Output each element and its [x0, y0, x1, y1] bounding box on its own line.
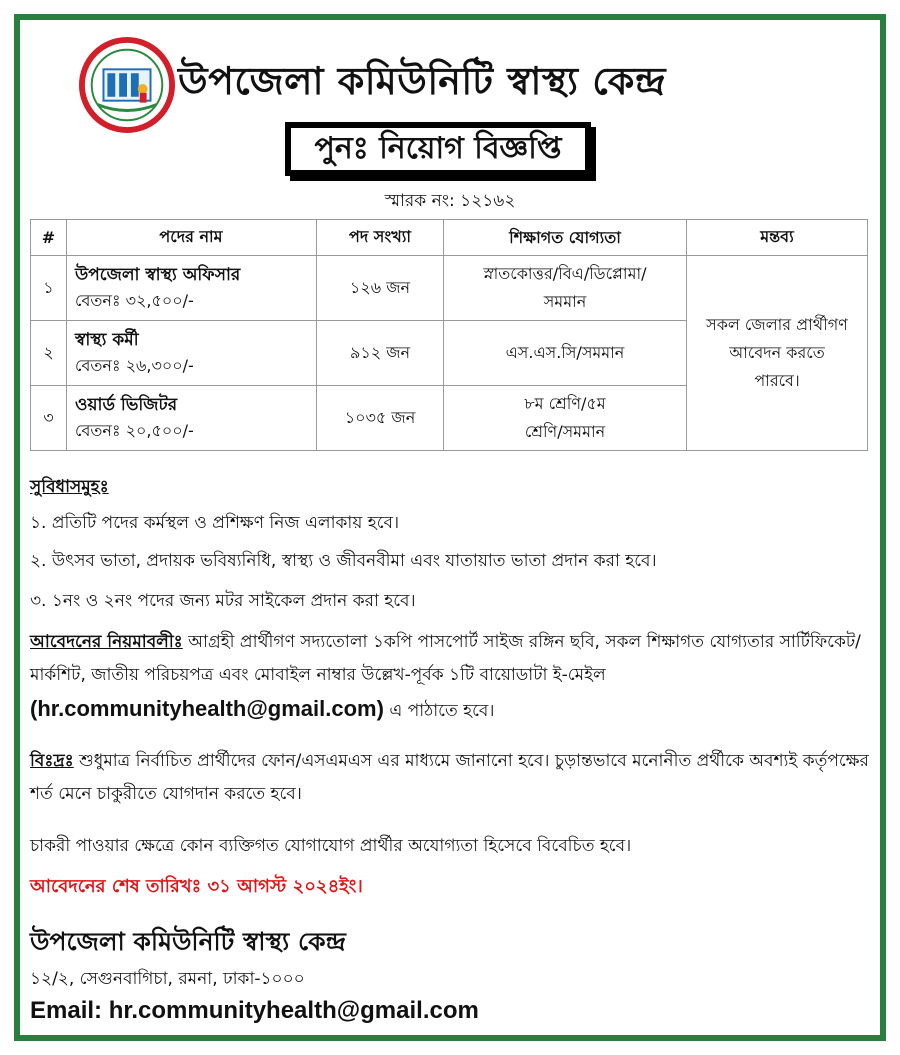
col-header-num: #: [31, 220, 67, 256]
row-qualification: [444, 321, 687, 386]
qual-line: এস.এস.সি/সমমান: [505, 343, 625, 362]
benefit-item: ৩. ১নং ও ২নং পদের জন্য মটর সাইকেল প্রদান করা হবে।: [30, 591, 416, 611]
row-num: ২: [31, 321, 67, 386]
post-name: ওয়ার্ড ভিজিটর: [75, 395, 178, 415]
benefits-heading: সুবিধাসমুহঃ: [30, 477, 109, 497]
rules-email: (hr.communityhealth@gmail.com): [30, 696, 384, 721]
deadline-text: আবেদনের শেষ তারিখঃ ৩১ আগস্ট ২০২৪ইং।: [30, 876, 363, 897]
post-salary: বেতনঃ ২৬,৩০০/-: [75, 356, 194, 375]
clinic-logo: [78, 36, 176, 134]
col-header-remarks: মন্তব্য: [687, 220, 868, 256]
row-count: ১২৬ জন: [317, 256, 444, 321]
note-text: শুধুমাত্র নির্বাচিত প্রার্থীদের ফোন/এসএমএস এর মাধ্যমে জানানো হবে। চুড়ান্তভাবে মনোনীত প্রর্থীকে অবশ্যই কর্তৃপক্ষের শর্ত মেনে চাকুরীতে যোগদান করতে হবে।: [30, 751, 869, 804]
qual-line: স্নাতকোত্তর/বিএ/ডিপ্লোমা/: [483, 264, 647, 283]
benefit-item: ১. প্রতিটি পদের কর্মস্থল ও প্রশিক্ষণ নিজ এলাকায় হবে।: [30, 513, 400, 533]
row-count: ১০৩৫ জন: [317, 386, 444, 451]
notice-title: পুনঃ নিয়োগ বিজ্ঞপ্তি: [291, 128, 585, 170]
qual-line: ৮ম শ্রেণি/৫ম: [524, 394, 606, 413]
warning-text: চাকরী পাওয়ার ক্ষেত্রে কোন ব্যক্তিগত যোগাযোগ প্রার্থীর অযোগ্যতা হিসেবে বিবেচিত হবে।: [30, 836, 632, 856]
rules-label: আবেদনের নিয়মাবলীঃ: [30, 632, 183, 652]
post-name: স্বাস্থ্য কর্মী: [75, 330, 139, 350]
remarks-line: আবেদন করতে: [729, 343, 825, 362]
rules-text: আগ্রহী প্রার্থীগণ সদ্যতোলা ১কপি পাসপোর্ট সাইজ রঙ্গিন ছবি, সকল শিক্ষাগত যোগ্যতার সার্টিফিকেট/মার্কশিট, জাতীয় পরিচয়পত্র এবং মোবাইল নাম্বার উল্লেখ-পূর্বক ১টি বায়োডাটা ই-মেইল: [30, 632, 861, 685]
remarks-cell: [687, 256, 868, 451]
footer-address: ১২/২, সেগুনবাগিচা, রমনা, ঢাকা-১০০০: [30, 969, 305, 989]
row-num: ১: [31, 256, 67, 321]
row-post: [67, 256, 317, 321]
qual-line: শ্রেণি/সমমান: [524, 422, 606, 441]
application-rules: [30, 626, 872, 728]
post-salary: বেতনঃ ৩২,৫০০/-: [75, 291, 194, 310]
row-qualification: [444, 386, 687, 451]
col-header-count: পদ সংখ্যা: [317, 220, 444, 256]
posts-table: [30, 219, 868, 451]
row-qualification: [444, 256, 687, 321]
note-paragraph: [30, 745, 872, 811]
notice-banner: [285, 122, 591, 176]
col-header-name: পদের নাম: [67, 220, 317, 256]
row-post: [67, 321, 317, 386]
row-post: [67, 386, 317, 451]
org-title: উপজেলা কমিউনিটি স্বাস্থ্য কেন্দ্র: [178, 59, 667, 103]
remarks-line: পারবে।: [754, 371, 800, 390]
row-num: ৩: [31, 386, 67, 451]
footer-org-name: উপজেলা কমিউনিটি স্বাস্থ্য কেন্দ্র: [30, 927, 346, 956]
table-row: [31, 256, 868, 321]
row-count: ৯১২ জন: [317, 321, 444, 386]
memo-number: স্মারক নং: ১২১৬২: [384, 191, 516, 211]
rules-suffix: এ পাঠাতে হবে।: [383, 701, 495, 721]
footer-email: Email: hr.communityhealth@gmail.com: [30, 997, 479, 1024]
col-header-qual: শিক্ষাগত যোগ্যতা: [444, 220, 687, 256]
qual-line: সমমান: [543, 292, 587, 311]
table-header-row: [31, 220, 868, 256]
remarks-line: সকল জেলার প্রার্থীগণ: [706, 315, 848, 334]
post-name: উপজেলা স্বাস্থ্য অফিসার: [75, 265, 241, 285]
note-label: বিঃদ্রঃ: [30, 751, 74, 771]
benefit-item: ২. উৎসব ভাতা, প্রদায়ক ভবিষ্যনিধি, স্বাস্থ্য ও জীবনবীমা এবং যাতায়াত ভাতা প্রদান করা হবে।: [30, 551, 657, 571]
post-salary: বেতনঃ ২০,৫০০/-: [75, 421, 194, 440]
